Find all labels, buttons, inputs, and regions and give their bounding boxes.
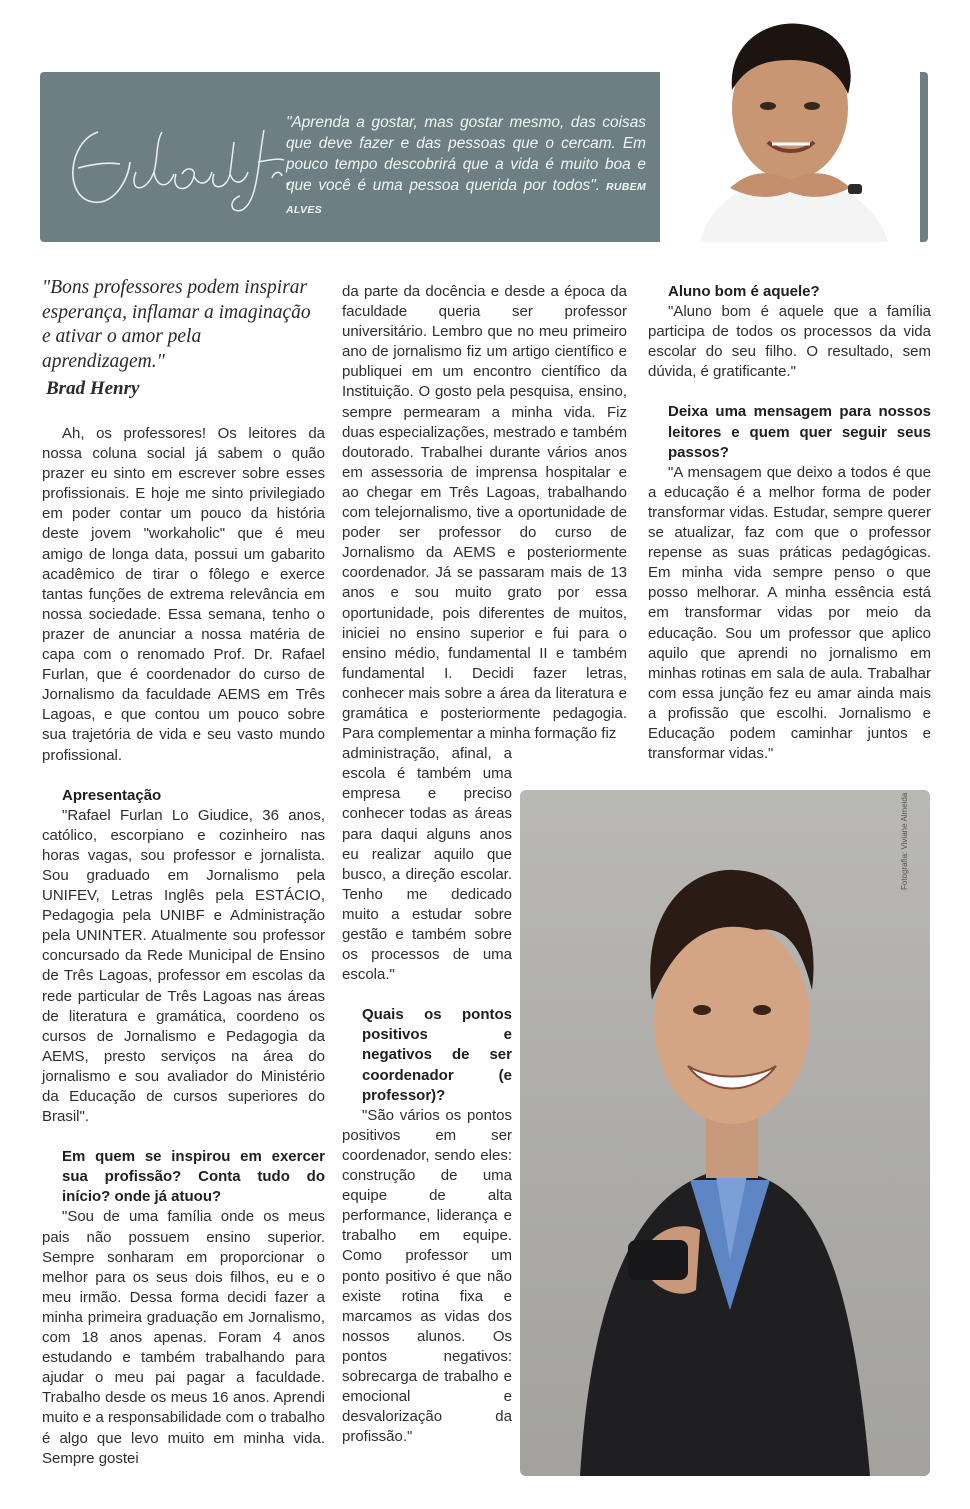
- header-quote: [286, 112, 646, 221]
- heading-aluno: Aluno bom é aquele?: [668, 283, 820, 300]
- inspirou-paragraph-2: da parte da docência e desde a época da faculdade queria ser professor universitário. Lembro que no meu primeiro ano de jornalismo fiz um artigo científico e publiquei em um encontro científico da Instituição. O gosto pela pesquisa, ensino, sempre permearam a minha vida. Fiz duas especializações, mestrado e também doutorado. Trabalhei durante vários anos em assessoria de imprensa hospitalar e ao chegar em Três Lagoas, trabalhando com telejornalismo, tive a oportunidade de poder ser professor do curso de Jornalismo da AEMS e posteriormente coordenador. Já se passaram mais de 13 anos e sou muito grato por essa oportunidade, pois diferentes de muitos, iniciei no ensino superior e fui para o ensino médio, fundamental II e também fundamental I. Decidi fazer letras, conhecer mais sobre a área da literatura e gramática e posteriormente pedagogia. Para complementar a minha formação fiz: [342, 283, 627, 743]
- mensagem-paragraph: "A mensagem que deixo a todos é que a educação é a melhor forma de poder transformar vidas. Estudar, sempre querer se atualizar, faz com que o professor repense as suas práticas pedagógicas. Em minha vida sempre penso o que posso melhorar. A minha essência está em transformar vidas por meio da educação. Sou um professor que aplico aquilo que aprendi no jornalismo em minhas rotinas em sala de aula. Trabalhar com essa junção fez eu amar ainda mais a profissão que escolhi. Jornalismo e Educação podem caminhar juntos e transformar vidas.": [648, 463, 931, 763]
- intro-paragraph: Ah, os professores! Os leitores da nossa coluna social já sabem o quão prazer eu sinto em escrever sobre esses profissionais. E hoje me sinto privilegiado em poder contar um pouco da história deste jovem "workaholic" que é meu amigo de longa data, possui um gabarito acadêmico de tirar o fôlego e exerce tantas funções de extrema relevância em nossa sociedade. Essa semana, tenho o prazer de anunciar a nossa matéria de capa com o renomado Prof. Dr. Rafael Furlan, que é coordenador do curso de Jornalismo da faculdade AEMS em Três Lagoas, e que contou um pouco sobre sua trajetória de vida e seu vasto mundo profissional.: [42, 425, 325, 764]
- inspirou-paragraph-1: "Sou de uma família onde os meus pais não possuem ensino superior. Sempre sonharam em proporcionar o melhor para os seus dois filhos, eu e o meu irmão. Dessa forma decidi fazer a minha primeira graduação em Jornalismo, com 18 anos apenas. Foram 4 anos estudando e também trabalhando para ajudar o meu pai pagar a faculdade. Trabalho desde os meus 16 anos. Aprendi muito e a responsabilidade com o trabalho é algo que levo muito em minha vida. Sempre gostei: [42, 1208, 325, 1467]
- apresentacao-paragraph: "Rafael Furlan Lo Giudice, 36 anos, católico, escorpiano e cozinheiro nas horas vagas, sou professor e jornalista. Sou graduado em Jornalismo pela UNIFEV, Letras Inglês pela ESTÁCIO, Pedagogia pela UNIBF e Administração pela UNINTER. Atualmente sou professor concursado da Rede Municipal de Ensino de Três Lagoas, professor em escolas da rede particular de Três Lagoas nas áreas de literatura e gramática, coordeno os cursos de Jornalismo e Pedagogia da AEMS, presto serviços na área do jornalismo e sou avaliador do Ministério da Educação de cursos superiores do Brasil".: [42, 806, 325, 1126]
- article-column-1: [42, 424, 325, 1469]
- aluno-paragraph: "Aluno bom é aquele que a família participa de todos os processos da vida escolar do seu filho. O resultado, sem dúvida, é gratificante.": [648, 303, 931, 381]
- heading-apresentacao: Apresentação: [62, 786, 162, 804]
- heading-mensagem: Deixa uma mensagem para nossos leitores e quem quer seguir seus passos?: [668, 403, 931, 461]
- inspirou-paragraph-3: administração, afinal, a escola é também uma empresa e preciso conhecer todas as áreas para daqui alguns anos eu realizar aquilo que busco, a direção escolar. Tenho me dedicado muito a estudar sobre gestão e também sobre os processos de uma escola.": [342, 745, 512, 984]
- header-quote-author: RUBEM ALVES: [286, 181, 646, 216]
- interviewee-photo: Fotografia: Viviane Almeida: [520, 790, 930, 1476]
- epigraph-author: Brad Henry: [46, 378, 140, 399]
- pontos-paragraph: "São vários os pontos positivos em ser coordenador, sendo eles: construção de uma equipe de alta performance, liderança e trabalho em equipe. Como professor um ponto positivo é que não existe rotina fixa e marcamos as vidas dos nossos alunos. Os pontos negativos: sobrecarga de trabalho e emocional e desvalorização da profissão.": [342, 1106, 512, 1446]
- heading-pontos: Quais os pontos positivos e negativos de ser coordenador (e professor)?: [362, 1006, 512, 1104]
- article-column-3: [648, 282, 931, 764]
- narrow-text-block: [342, 744, 512, 1447]
- columnist-portrait: [660, 20, 920, 242]
- interviewee-illustration: [520, 790, 930, 1476]
- heading-inspirou: Em quem se inspirou em exercer sua profissão? Conta tudo do início? onde já atuou?: [62, 1148, 325, 1206]
- epigraph-quote: "Bons professores podem inspirar esperança, inflamar a imaginação e ativar o amor pela aprendizagem.": [42, 277, 311, 372]
- signature-logo: [58, 102, 308, 222]
- header-banner: [40, 72, 928, 242]
- header-quote-text: "Aprenda a gostar, mas gostar mesmo, das coisas que deve fazer e das pessoas que o cercam. Em pouco tempo descobrirá que a vida é muito boa e que você é uma pessoa querida por todos".: [286, 114, 646, 194]
